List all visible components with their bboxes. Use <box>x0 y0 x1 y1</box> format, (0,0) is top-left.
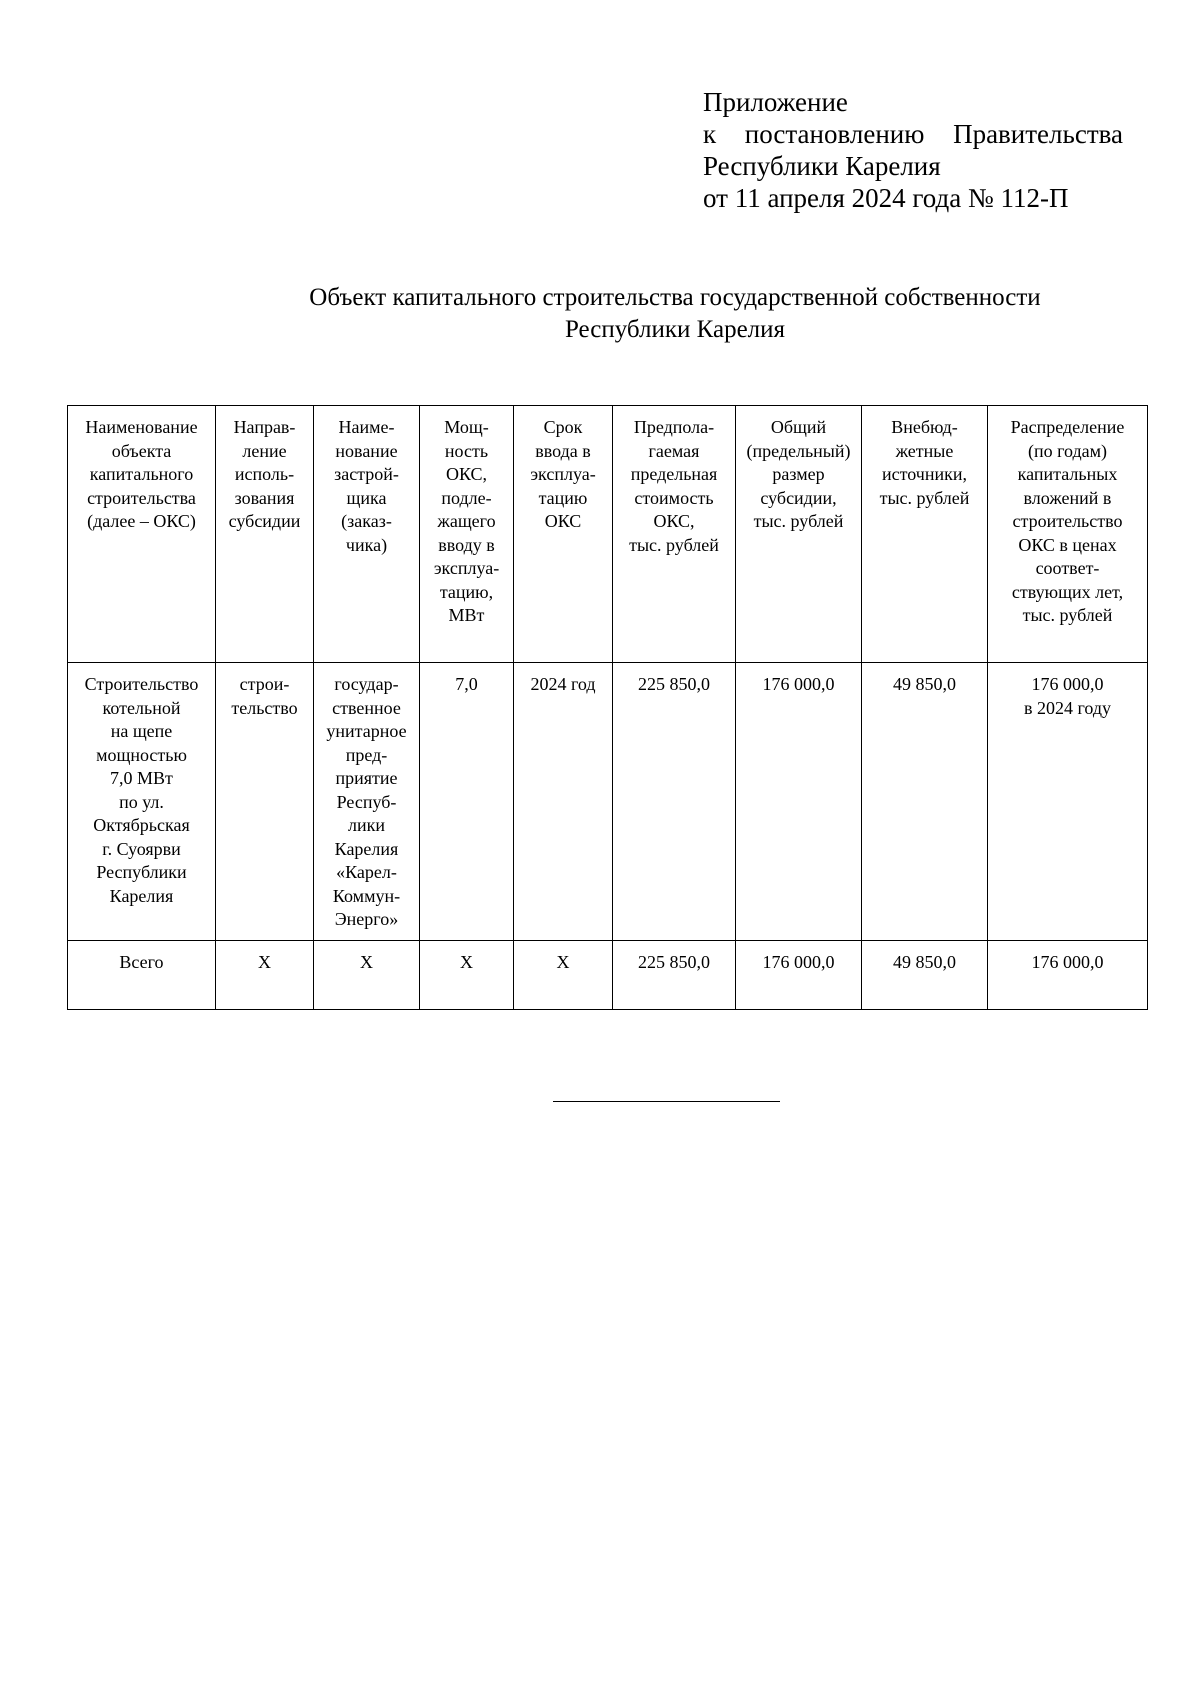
total-developer: Х <box>314 940 420 1009</box>
appendix-resolution: к постановлению Правительства <box>703 119 1123 149</box>
cell-distribution-by-year: 176 000,0 в 2024 году <box>988 663 1148 941</box>
header-developer: Наиме- нование застрой- щика (заказ- чика) <box>314 406 420 663</box>
header-capacity: Мощ- ность ОКС, подле- жащего вводу в эксплуа- тацию, МВт <box>420 406 514 663</box>
header-extrabudgetary: Внебюд- жетные источники, тыс. рублей <box>862 406 988 663</box>
header-object-name: Наименование объекта капитального строительства (далее – ОКС) <box>68 406 216 663</box>
appendix-republic: Республики Карелия <box>703 151 941 181</box>
total-label: Всего <box>68 940 216 1009</box>
oks-table <box>67 405 1148 1010</box>
total-extrabudgetary: 49 850,0 <box>862 940 988 1009</box>
table-total-row <box>68 940 1148 1009</box>
total-estimated-cost: 225 850,0 <box>613 940 736 1009</box>
header-subsidy-purpose: Направ- ление исполь- зования субсидии <box>216 406 314 663</box>
cell-subsidy-purpose: строи- тельство <box>216 663 314 941</box>
appendix-date-number: от 11 апреля 2024 года № 112-П <box>703 183 1069 213</box>
header-estimated-cost: Предпола- гаемая предельная стоимость ОКС, тыс. рублей <box>613 406 736 663</box>
total-subsidy-purpose: Х <box>216 940 314 1009</box>
cell-estimated-cost: 225 850,0 <box>613 663 736 941</box>
total-subsidy-amount: 176 000,0 <box>736 940 862 1009</box>
cell-extrabudgetary: 49 850,0 <box>862 663 988 941</box>
document-title <box>240 282 1110 346</box>
cell-developer: государ- ственное унитарное пред- приятие Респуб- лики Карелия «Карел- Коммун- Энерго» <box>314 663 420 941</box>
appendix-label: Приложение <box>703 87 848 117</box>
header-distribution-by-year: Распределение (по годам) капитальных вложений в строительство ОКС в ценах соответ- ствующих лет, тыс. рублей <box>988 406 1148 663</box>
appendix-block <box>703 86 1123 214</box>
total-distribution-by-year: 176 000,0 <box>988 940 1148 1009</box>
header-commissioning-date: Срок ввода в эксплуа- тацию ОКС <box>514 406 613 663</box>
document-title-line-2: Республики Карелия <box>564 316 786 343</box>
table-row <box>68 663 1148 941</box>
total-commissioning-date: Х <box>514 940 613 1009</box>
cell-capacity: 7,0 <box>420 663 514 941</box>
document-title-line-1: Объект капитального строительства государственной собственности <box>309 284 1041 311</box>
table-header-row <box>68 406 1148 663</box>
header-subsidy-amount: Общий (предельный) размер субсидии, тыс. рублей <box>736 406 862 663</box>
closing-divider <box>553 1101 780 1102</box>
cell-commissioning-date: 2024 год <box>514 663 613 941</box>
cell-subsidy-amount: 176 000,0 <box>736 663 862 941</box>
cell-object-name: Строительство котельной на щепе мощностью 7,0 МВт по ул. Октябрьская г. Суоярви Республики Карелия <box>68 663 216 941</box>
total-capacity: Х <box>420 940 514 1009</box>
